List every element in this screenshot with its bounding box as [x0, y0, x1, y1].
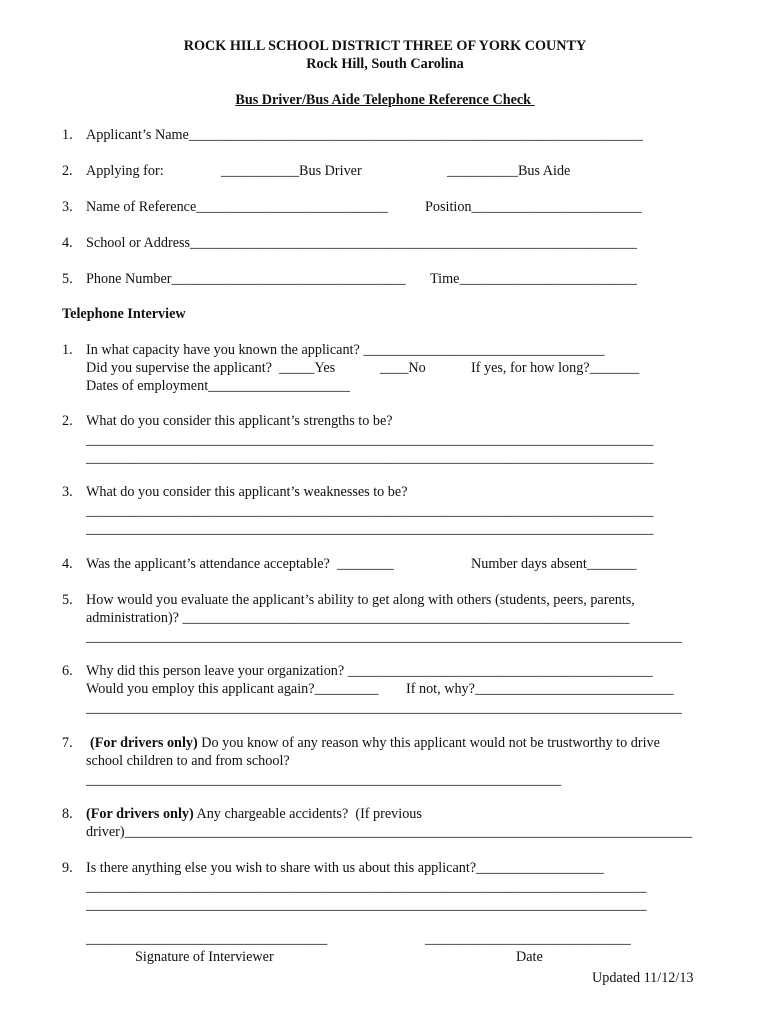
signature-label: Signature of Interviewer	[135, 949, 274, 965]
strengths-answer-line[interactable]: ________________________________________________________________________________	[86, 432, 654, 448]
leave-reason-number: 6.	[62, 663, 73, 679]
phone-number-number: 5.	[62, 271, 73, 287]
drivers-only-label: (For drivers only)	[90, 735, 198, 751]
get-along-number: 5.	[62, 592, 73, 608]
get-along-question: How would you evaluate the applicant’s ability to get along with others (students, peers, parents,	[86, 592, 635, 608]
weaknesses-answer-line[interactable]: ________________________________________________________________________________	[86, 503, 654, 519]
trustworthy-text: Do you know of any reason why this applicant would not be trustworthy to drive	[197, 735, 660, 751]
get-along-answer-line[interactable]: ____________________________________________________________________________________	[86, 629, 682, 645]
get-along-field[interactable]: administration)? _______________________________________________________________	[86, 610, 630, 626]
date-label: Date	[516, 949, 543, 965]
strengths-number: 2.	[62, 413, 73, 429]
reference-number: 3.	[62, 199, 73, 215]
strengths-answer-line[interactable]: ________________________________________________________________________________	[86, 450, 654, 466]
weaknesses-question: What do you consider this applicant’s weaknesses to be?	[86, 484, 408, 500]
reference-position-field[interactable]: Position________________________	[425, 199, 642, 215]
accidents-number: 8.	[62, 806, 73, 822]
weaknesses-number: 3.	[62, 484, 73, 500]
accidents-text: Any chargeable accidents? (If previous	[193, 806, 422, 822]
anything-else-field[interactable]: Is there anything else you wish to share with us about this applicant?__________________	[86, 860, 604, 876]
anything-else-answer-line[interactable]: _______________________________________________________________________________	[86, 879, 647, 895]
trustworthy-question-cont: school children to and from school?	[86, 753, 290, 769]
interview-heading: Telephone Interview	[62, 306, 186, 322]
strengths-question: What do you consider this applicant’s strengths to be?	[86, 413, 393, 429]
capacity-number: 1.	[62, 342, 73, 358]
time-field[interactable]: Time_________________________	[430, 271, 637, 287]
signature-line[interactable]: __________________________________	[86, 931, 328, 947]
applying-for-number: 2.	[62, 163, 73, 179]
applicant-name-field[interactable]: Applicant’s Name________________________________________________________________	[86, 127, 643, 143]
supervise-yes-field[interactable]: Did you supervise the applicant? _____Yes	[86, 360, 336, 376]
leave-reason-answer-line[interactable]: ____________________________________________________________________________________	[86, 700, 682, 716]
bus-driver-option[interactable]: ___________Bus Driver	[221, 163, 362, 179]
if-not-why-field[interactable]: If not, why?____________________________	[406, 681, 674, 697]
trustworthy-answer-line[interactable]: ___________________________________________________________________	[86, 772, 562, 788]
capacity-question[interactable]: In what capacity have you known the applicant? __________________________________	[86, 342, 605, 358]
applicant-name-number: 1.	[62, 127, 73, 143]
trustworthy-question	[90, 735, 660, 752]
attendance-field[interactable]: Was the applicant’s attendance acceptable? ________	[86, 556, 394, 572]
school-address-field[interactable]: School or Address_______________________________________________________________	[86, 235, 637, 251]
attendance-number: 4.	[62, 556, 73, 572]
how-long-field[interactable]: If yes, for how long?_______	[471, 360, 640, 376]
updated-date: Updated 11/12/13	[592, 970, 694, 986]
school-address-number: 4.	[62, 235, 73, 251]
date-line[interactable]: _____________________________	[425, 931, 631, 947]
form-title: Bus Driver/Bus Aide Telephone Reference Check	[235, 92, 535, 108]
trustworthy-number: 7.	[62, 735, 73, 751]
bus-aide-option[interactable]: __________Bus Aide	[447, 163, 571, 179]
anything-else-number: 9.	[62, 860, 73, 876]
reference-name-field[interactable]: Name of Reference___________________________	[86, 199, 388, 215]
district-location: Rock Hill, South Carolina	[306, 56, 464, 72]
phone-number-field[interactable]: Phone Number_________________________________	[86, 271, 406, 287]
anything-else-answer-line[interactable]: _______________________________________________________________________________	[86, 897, 647, 913]
employ-again-field[interactable]: Would you employ this applicant again?_________	[86, 681, 379, 697]
dates-employment-field[interactable]: Dates of employment____________________	[86, 378, 351, 394]
accidents-question	[86, 806, 422, 823]
days-absent-field[interactable]: Number days absent_______	[471, 556, 637, 572]
weaknesses-answer-line[interactable]: ________________________________________________________________________________	[86, 521, 654, 537]
supervise-no-field[interactable]: ____No	[380, 360, 426, 376]
accidents-field[interactable]: driver)________________________________________________________________________________	[86, 824, 693, 840]
district-name: ROCK HILL SCHOOL DISTRICT THREE OF YORK COUNTY	[183, 38, 587, 54]
drivers-only-label: (For drivers only)	[86, 806, 194, 822]
applying-for-label: Applying for:	[86, 163, 164, 179]
leave-reason-field[interactable]: Why did this person leave your organization? ___________________________________________	[86, 663, 653, 679]
